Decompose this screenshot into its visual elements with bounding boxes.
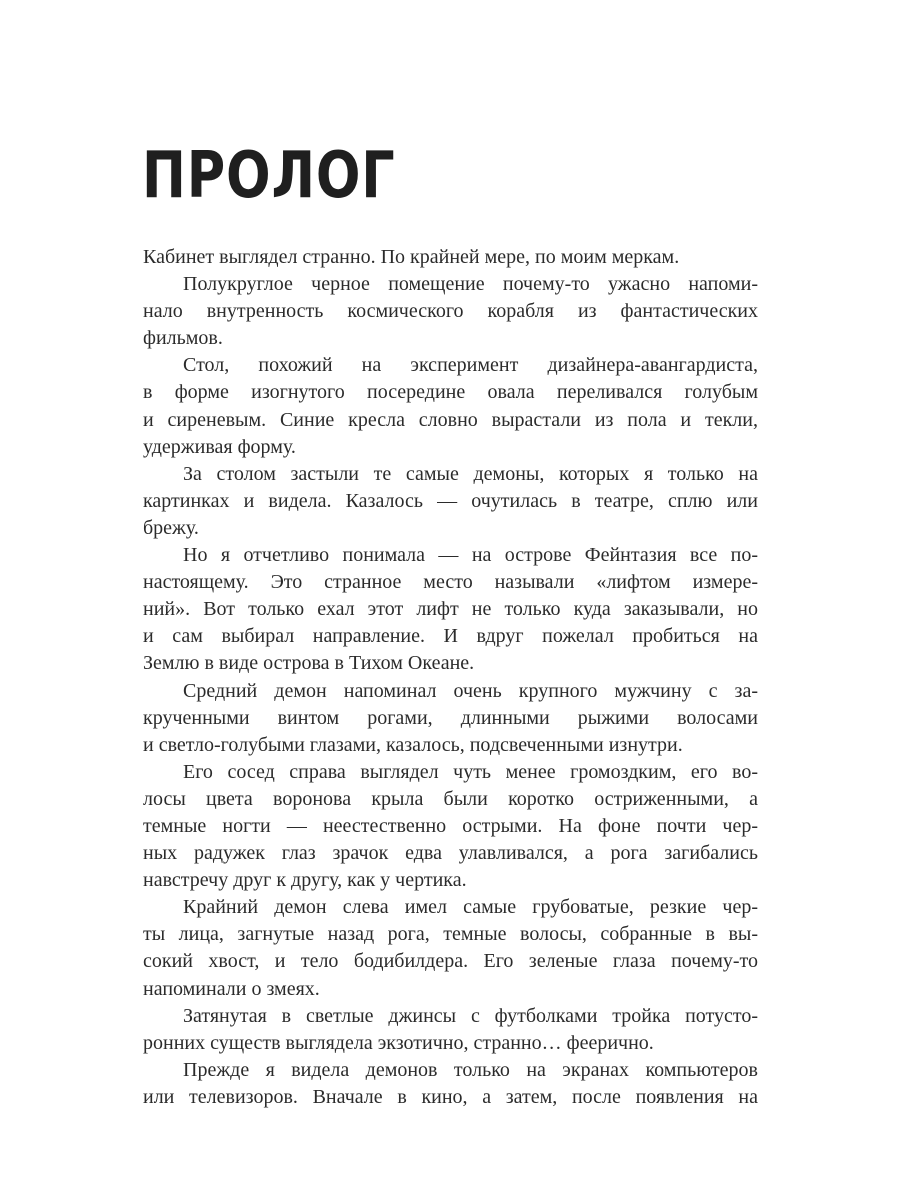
text-line: Стол, похожий на эксперимент дизайнера-авангардиста, bbox=[183, 354, 758, 377]
text-line: Его сосед справа выглядел чуть менее громоздким, его во- bbox=[183, 760, 758, 783]
text-line: в форме изогнутого посередине овала переливался голубым bbox=[143, 381, 758, 404]
text-line: темные ногти — неестественно острыми. На фоне почти чер- bbox=[143, 814, 758, 837]
chapter-body bbox=[143, 244, 758, 1111]
text-line: Землю в виде острова в Тихом Океане. bbox=[143, 652, 475, 675]
text-line: Кабинет выглядел странно. По крайней мере, по моим меркам. bbox=[143, 246, 680, 268]
text-line: и сиреневым. Синие кресла словно вырастали из пола и текли, bbox=[143, 408, 758, 431]
text-line: Крайний демон слева имел самые грубоватые, резкие чер- bbox=[183, 896, 758, 919]
text-line: Прежде я видела демонов только на экранах компьютеров bbox=[183, 1058, 758, 1081]
text-line: крученными винтом рогами, длинными рыжими волосами bbox=[143, 706, 758, 729]
text-line: ний». Вот только ехал этот лифт не только куда заказывали, но bbox=[143, 598, 758, 621]
text-line: ных радужек глаз зрачок едва улавливался, а рога загибались bbox=[143, 842, 758, 865]
text-line: Но я отчетливо понимала — на острове Фейнтазия все по- bbox=[183, 544, 758, 567]
text-line: удерживая форму. bbox=[143, 435, 296, 458]
text-line: сокий хвост, и тело бодибилдера. Его зеленые глаза почему-то bbox=[143, 950, 758, 973]
text-line: ронних существ выглядела экзотично, странно… феерично. bbox=[143, 1031, 654, 1054]
text-line: или телевизоров. Вначале в кино, а затем, после появления на bbox=[143, 1085, 758, 1108]
text-line: нало внутренность космического корабля из фантастических bbox=[143, 300, 758, 323]
text-line: лосы цвета воронова крыла были коротко остриженными, а bbox=[143, 787, 758, 810]
text-line: напоминали о змеях. bbox=[143, 977, 320, 1000]
chapter-title: ПРОЛОГ bbox=[142, 139, 396, 213]
text-line: За столом застыли те самые демоны, которых я только на bbox=[183, 462, 758, 485]
text-line: брежу. bbox=[143, 516, 199, 539]
text-line: Средний демон напоминал очень крупного мужчину с за- bbox=[183, 679, 758, 702]
text-line: настоящему. Это странное место называли «лифтом измере- bbox=[143, 571, 758, 594]
text-line: Полукруглое черное помещение почему-то ужасно напоми- bbox=[183, 273, 758, 296]
text-line: картинках и видела. Казалось — очутилась в театре, сплю или bbox=[143, 489, 758, 512]
text-line: ты лица, загнутые назад рога, темные волосы, собранные в вы- bbox=[143, 923, 758, 946]
text-line: навстречу друг к другу, как у чертика. bbox=[143, 869, 467, 892]
text-line: и сам выбирал направление. И вдруг пожелал пробиться на bbox=[143, 625, 758, 648]
text-line: и светло-голубыми глазами, казалось, подсвеченными изнутри. bbox=[143, 733, 683, 756]
text-line: фильмов. bbox=[143, 327, 223, 350]
text-line: Затянутая в светлые джинсы с футболками тройка потусто- bbox=[183, 1004, 758, 1027]
